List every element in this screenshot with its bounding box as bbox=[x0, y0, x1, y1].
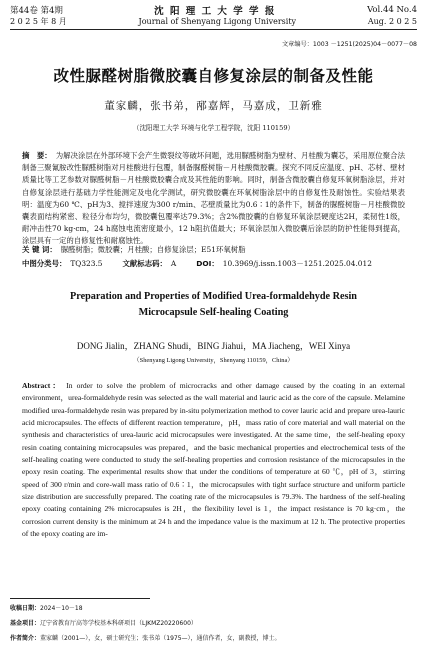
volume-issue-cn: 第44卷 第4期 bbox=[10, 6, 63, 16]
volume-issue-en: Vol.44 No.4 bbox=[367, 5, 417, 15]
abstract-en bbox=[22, 380, 405, 540]
received-label: 收稿日期： bbox=[10, 605, 41, 612]
footnote-fund bbox=[10, 618, 417, 627]
clc-group bbox=[22, 258, 103, 269]
clc-label: 中图分类号： bbox=[22, 259, 67, 268]
keywords-cn bbox=[22, 244, 405, 256]
footnote-rule bbox=[10, 598, 150, 599]
title-en-line1: Preparation and Properties of Modified Urea-formaldehyde Resin bbox=[70, 291, 357, 302]
clc-value: TQ323.5 bbox=[70, 259, 103, 268]
header-rule bbox=[10, 29, 417, 30]
affiliation-en: （Shenyang Ligong University，Shenyang 110159，China） bbox=[133, 357, 294, 364]
doc-code-group bbox=[123, 258, 177, 269]
date-cn: 2 0 2 5 年 8 月 bbox=[10, 17, 67, 26]
affiliation-cn: （沈阳理工大学 环境与化学工程学院，沈阳 110159） bbox=[132, 124, 295, 132]
journal-name-cn: 沈 阳 理 工 大 学 学 报 bbox=[154, 6, 276, 17]
doi-group bbox=[196, 258, 372, 269]
title-cn: 改性脲醛树脂微胶囊自修复涂层的制备及性能 bbox=[53, 67, 374, 85]
received-value: 2024－10－18 bbox=[40, 605, 83, 612]
abstract-en-label: Abstract： bbox=[22, 381, 63, 390]
fund-value: 辽宁省教育厅高等学校基本科研项目（LJKMZ20220600） bbox=[40, 620, 197, 627]
running-header-bottom bbox=[10, 16, 417, 27]
classification-row bbox=[22, 258, 405, 269]
doi-label: DOI： bbox=[196, 259, 219, 268]
abstract-cn-text: 为解决涂层在外部环境下会产生微裂纹等破坏问题，选用脲醛树脂为壁材、月桂酸为囊芯，采用原位聚合法制备三聚氰胺改性脲醛树脂对月桂酸进行包覆，制备脲醛树脂－月桂酸微胶囊。探究不同反应温度、pH、芯材、壁材质量比等工艺参数对脲醛树脂－月桂酸微胶囊合成及其性能的影响。同时，制备含微胶囊自修复环氧树脂涂层，并对自修复涂层进行基础力学性能测定及电化学测试，研究微胶囊在环氧树脂涂层中的自修复性及耐蚀性。实验结果表明：温度为60 ℃、pH为3、搅拌速度为300 r/min、芯壁质量比为0.6∶1的条件下，制备的脲醛树脂－月桂酸微胶囊表面结构紧密、粒径分布均匀，微胶囊包覆率达79.3%；含2%微胶囊的自修复环氧涂层硬度达2H，柔韧性1级，耐冲击性70 kg·cm，24 h腐蚀电流密度最小，12 h阻抗值最大；环氧涂层加入微胶囊后涂层的防护性能得到提高，涂层具有一定的自修复性和耐腐蚀性。 bbox=[22, 151, 405, 246]
doc-code-label: 文献标志码： bbox=[122, 259, 167, 268]
date-en: Aug. 2 0 2 5 bbox=[367, 17, 417, 26]
doc-code-value: A bbox=[170, 259, 177, 268]
doi-value: 10.3969/j.issn.1003－1251.2025.04.012 bbox=[222, 259, 372, 268]
authors-cn: 董家麟，张书弟，邴嘉辉，马嘉成，卫新雅 bbox=[104, 100, 323, 112]
abstract-en-text: In order to solve the problem of microcracks and other damage caused by the coating in an external environment，urea-formaldehyde resin was selected as the wall material and lauric acid as the core of the capsule. Melamine modified urea-formaldehyde resin was prepared by in-situ polymerization method to cover lauric acid and prepare urea-lauric acid microcapsules. The effects of different reaction temperature，pH，mass ratio of core material and wall material on the synthesis and characteristics of urea-lauric acid microcapsules were investigated. At the same time，the self-healing epoxy resin coating containing microcapsules was prepared，and the basic mechanical properties and electrochemical tests of the self-healing coating were conducted to study the self-healing properties and corrosion resistance of the microcapsules in the epoxy resin coating. The experimental results show that under the conditions of temperature at 60 ℃，pH of 3，stirring speed of 300 r/min and core-wall mass ratio of 0.6∶1，the microcapsules with tight surface structure and uniform particle size distribution are successfully prepared. The coating rate of the microcapsules is 79.3%. The hardness of the self-healing epoxy coating containing 2% microcapsules is 2H，the flexibility level is 1，the impact resistance is 70 kg·cm，the corrosion current density is the minimum at 24 h and the impedance value is the maximum at 12 h. The protective properties of the epoxy coating are im- bbox=[22, 381, 405, 539]
title-en-line2: Microcapsule Self-healing Coating bbox=[138, 307, 289, 318]
running-header-top bbox=[10, 3, 417, 17]
authors-en: DONG Jialin，ZHANG Shudi，BING Jiahui，MA Jiacheng，WEI Xinya bbox=[76, 341, 351, 351]
keywords-cn-text: 脲醛树脂；微胶囊；月桂酸；自修复涂层；E51环氧树脂 bbox=[60, 245, 246, 254]
fund-label: 基金项目： bbox=[10, 620, 41, 627]
footnote-received bbox=[10, 603, 417, 612]
author-value: 董家麟（2001—），女，硕士研究生；张书弟（1975—），通信作者，女，副教授，博士。 bbox=[40, 635, 281, 642]
footnote-author bbox=[10, 633, 417, 642]
keywords-cn-label: 关 键 词： bbox=[22, 245, 57, 254]
author-label: 作者简介： bbox=[10, 635, 41, 642]
abstract-cn-label: 摘 要： bbox=[22, 151, 52, 160]
title-en bbox=[0, 289, 427, 321]
journal-name-en: Journal of Shenyang Ligong University bbox=[138, 17, 297, 26]
abstract-cn bbox=[22, 150, 405, 248]
article-number: 文章编号：1003 －1251(2025)04－0077－08 bbox=[281, 41, 417, 48]
